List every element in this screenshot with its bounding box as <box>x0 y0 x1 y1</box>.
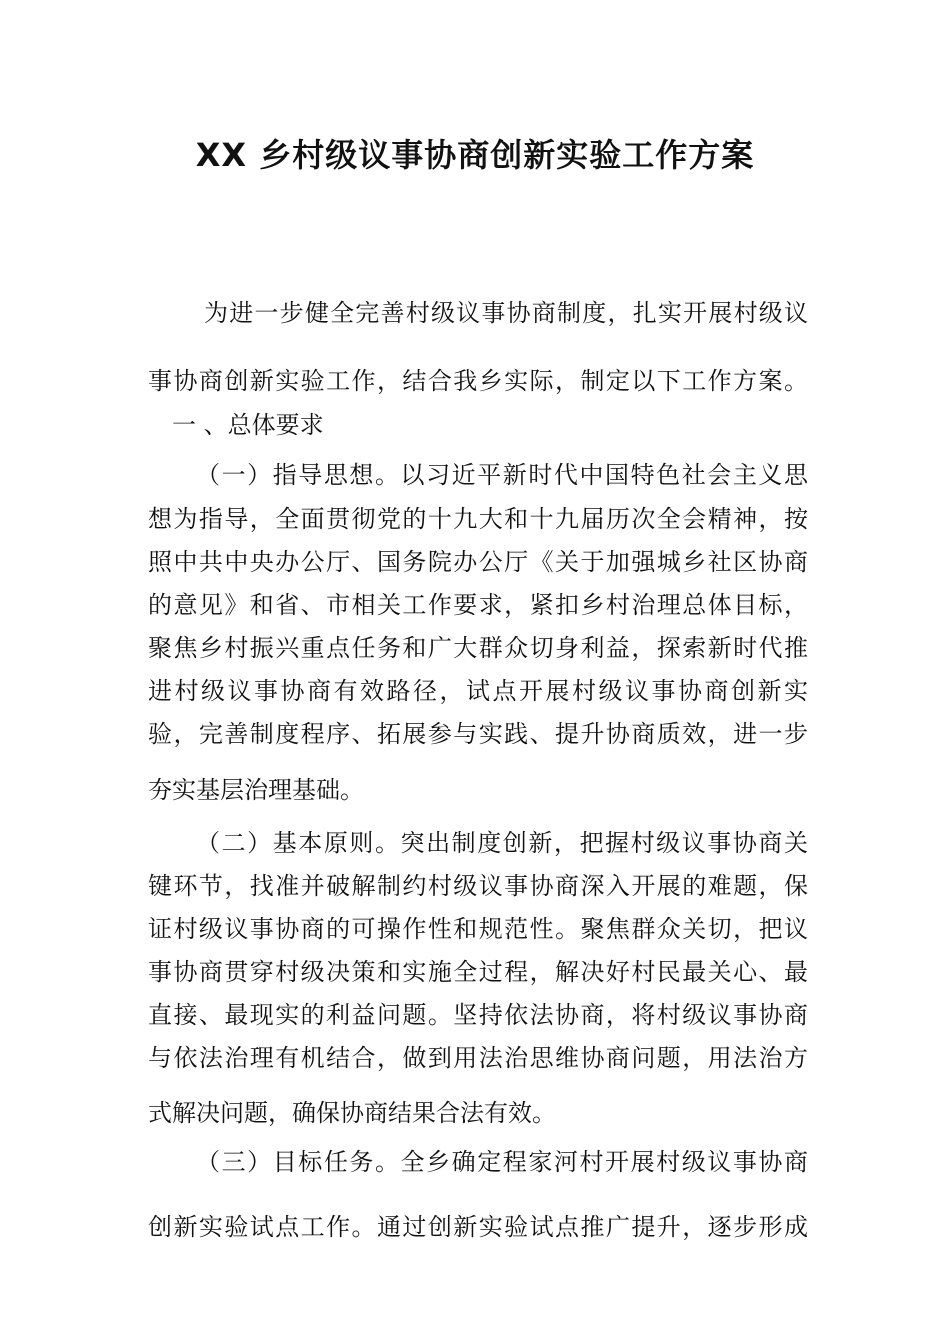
paragraph-line: 事协商贯穿村级决策和实施全过程，解决好村民最关心、最 <box>148 958 808 986</box>
section-heading: 一 、总体要求 <box>172 411 324 439</box>
paragraph-line: （一）指导思想。以习近平新时代中国特色社会主义思 <box>196 461 808 489</box>
paragraph-line: （三）目标任务。全乡确定程家河村开展村级议事协商 <box>196 1148 808 1176</box>
paragraph-line: 创新实验试点工作。通过创新实验试点推广提升，逐步形成 <box>148 1213 808 1241</box>
paragraph-line: 的意见》和省、市相关工作要求，紧扣乡村治理总体目标， <box>148 591 808 619</box>
paragraph-line: 想为指导，全面贯彻党的十九大和十九届历次全会精神，按 <box>148 505 808 533</box>
paragraph-line: 聚焦乡村振兴重点任务和广大群众切身利益，探索新时代推 <box>148 634 808 662</box>
paragraph-line: 为进一步健全完善村级议事协商制度，扎实开展村级议 <box>204 299 808 327</box>
paragraph-line: 事协商创新实验工作，结合我乡实际，制定以下工作方案。 <box>148 367 808 395</box>
paragraph-line: 夯实基层治理基础。 <box>148 776 364 804</box>
paragraph-line: 与依法治理有机结合，做到用法治思维协商问题，用法治方 <box>148 1044 808 1072</box>
paragraph-line: 照中共中央办公厅、国务院办公厅《关于加强城乡社区协商 <box>148 548 808 576</box>
document-title: XX 乡村级议事协商创新实验工作方案 <box>195 136 755 174</box>
paragraph-line: 直接、最现实的利益问题。坚持依法协商，将村级议事协商 <box>148 1001 808 1029</box>
paragraph-line: 式解决问题，确保协商结果合法有效。 <box>148 1099 556 1127</box>
paragraph-line: 进村级议事协商有效路径，试点开展村级议事协商创新实 <box>148 677 808 705</box>
paragraph-line: 验，完善制度程序、拓展参与实践、提升协商质效，进一步 <box>148 720 808 748</box>
paragraph-line: 证村级议事协商的可操作性和规范性。聚焦群众关切，把议 <box>148 915 808 943</box>
paragraph-line: （二）基本原则。突出制度创新，把握村级议事协商关 <box>196 829 808 857</box>
paragraph-line: 键环节，找准并破解制约村级议事协商深入开展的难题，保 <box>148 872 808 900</box>
